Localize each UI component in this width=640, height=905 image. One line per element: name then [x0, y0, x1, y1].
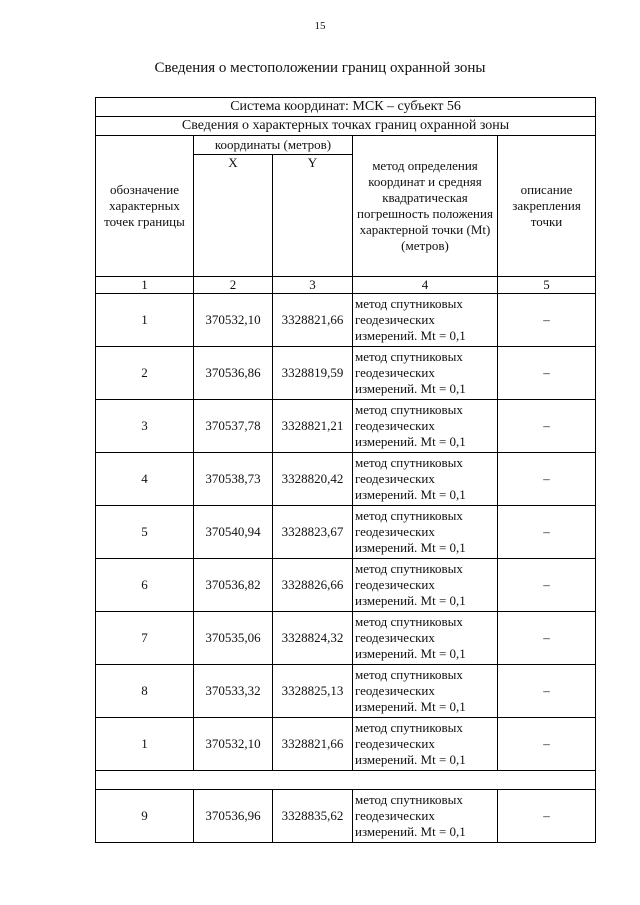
table-row: [96, 506, 596, 559]
x-cell: 370532,10: [194, 718, 273, 771]
y-cell: 3328835,62: [273, 790, 353, 843]
x-cell: 370532,10: [194, 294, 273, 347]
method-cell: метод спутниковых геодезических измерений. Mt = 0,1: [353, 665, 498, 718]
table-row: [96, 400, 596, 453]
section-title-row: [96, 117, 596, 136]
page-number: 15: [314, 20, 326, 32]
section-title-cell: Сведения о характерных точках границ охранной зоны: [96, 117, 596, 136]
description-cell: –: [498, 453, 596, 506]
x-cell: 370537,78: [194, 400, 273, 453]
table-row: [96, 559, 596, 612]
column-number: 3: [273, 277, 353, 294]
method-cell: метод спутниковых геодезических измерений. Mt = 0,1: [353, 612, 498, 665]
description-cell: –: [498, 400, 596, 453]
y-cell: 3328819,59: [273, 347, 353, 400]
x-cell: 370536,86: [194, 347, 273, 400]
point-cell: 4: [96, 453, 194, 506]
table-body: [96, 98, 596, 843]
header-description: описание закрепления точки: [498, 136, 596, 277]
method-cell: метод спутниковых геодезических измерений. Mt = 0,1: [353, 347, 498, 400]
x-cell: 370538,73: [194, 453, 273, 506]
header-row: [96, 136, 596, 155]
method-cell: метод спутниковых геодезических измерений. Mt = 0,1: [353, 400, 498, 453]
y-cell: 3328824,32: [273, 612, 353, 665]
description-cell: –: [498, 790, 596, 843]
x-cell: 370535,06: [194, 612, 273, 665]
y-cell: 3328825,13: [273, 665, 353, 718]
y-cell: 3328823,67: [273, 506, 353, 559]
point-cell: 6: [96, 559, 194, 612]
description-cell: –: [498, 347, 596, 400]
point-cell: 1: [96, 294, 194, 347]
boundary-points-table: [95, 97, 596, 843]
table-row: [96, 453, 596, 506]
description-cell: –: [498, 612, 596, 665]
x-cell: 370540,94: [194, 506, 273, 559]
y-cell: 3328826,66: [273, 559, 353, 612]
header-coordinates: координаты (метров): [194, 136, 353, 155]
header-y: Y: [273, 155, 353, 277]
table-row: [96, 347, 596, 400]
point-cell: 8: [96, 665, 194, 718]
y-cell: 3328821,21: [273, 400, 353, 453]
description-cell: –: [498, 294, 596, 347]
column-number: 4: [353, 277, 498, 294]
table-row: [96, 612, 596, 665]
column-number: 1: [96, 277, 194, 294]
table-row: [96, 665, 596, 718]
column-number-row: [96, 277, 596, 294]
x-cell: 370536,82: [194, 559, 273, 612]
coordinate-system-cell: Система координат: МСК – субъект 56: [96, 98, 596, 117]
header-x: X: [194, 155, 273, 277]
point-cell: 2: [96, 347, 194, 400]
method-cell: метод спутниковых геодезических измерений. Mt = 0,1: [353, 559, 498, 612]
y-cell: 3328821,66: [273, 718, 353, 771]
point-cell: 9: [96, 790, 194, 843]
x-cell: 370536,96: [194, 790, 273, 843]
description-cell: –: [498, 506, 596, 559]
separator-cell: [96, 771, 596, 790]
table-row: [96, 718, 596, 771]
y-cell: 3328821,66: [273, 294, 353, 347]
header-point: обозначение характерных точек границы: [96, 136, 194, 277]
method-cell: метод спутниковых геодезических измерений. Mt = 0,1: [353, 506, 498, 559]
point-cell: 3: [96, 400, 194, 453]
point-cell: 7: [96, 612, 194, 665]
method-cell: метод спутниковых геодезических измерений. Mt = 0,1: [353, 294, 498, 347]
method-cell: метод спутниковых геодезических измерений. Mt = 0,1: [353, 718, 498, 771]
document-title: Сведения о местоположении границ охранной зоны: [154, 60, 486, 76]
y-cell: 3328820,42: [273, 453, 353, 506]
header-method: метод определения координат и средняя квадратическая погрешность положения характерной точки (Mt) (метров): [353, 136, 498, 277]
description-cell: –: [498, 718, 596, 771]
x-cell: 370533,32: [194, 665, 273, 718]
method-cell: метод спутниковых геодезических измерений. Mt = 0,1: [353, 790, 498, 843]
column-number: 5: [498, 277, 596, 294]
coordinate-system-row: [96, 98, 596, 117]
point-cell: 1: [96, 718, 194, 771]
column-number: 2: [194, 277, 273, 294]
point-cell: 5: [96, 506, 194, 559]
description-cell: –: [498, 559, 596, 612]
table-row: [96, 294, 596, 347]
separator-row: [96, 771, 596, 790]
method-cell: метод спутниковых геодезических измерений. Mt = 0,1: [353, 453, 498, 506]
description-cell: –: [498, 665, 596, 718]
table-row: [96, 790, 596, 843]
